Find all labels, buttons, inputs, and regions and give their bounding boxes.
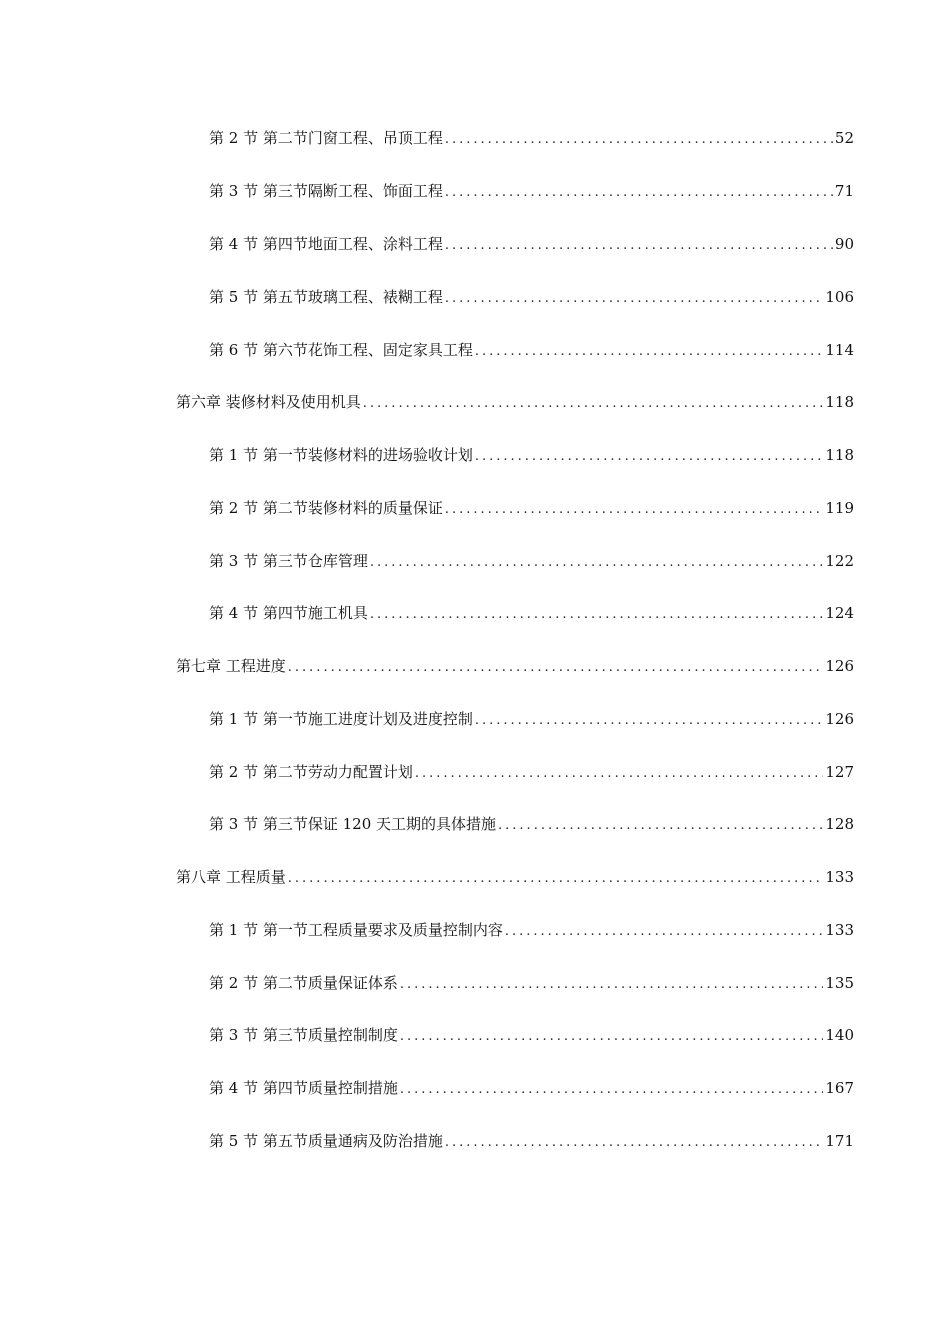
toc-entry-title: 第 5 节 第五节质量通病及防治措施	[209, 1132, 443, 1150]
toc-entry[interactable]	[209, 1023, 854, 1047]
toc-leader-dots	[288, 867, 824, 891]
toc-entry-page: 135	[825, 974, 854, 992]
toc-entry-page: 126	[825, 657, 854, 675]
toc-entry-title: 第 2 节 第二节门窗工程、吊顶工程	[209, 129, 443, 147]
toc-leader-dots	[415, 762, 824, 786]
toc-leader-dots	[445, 181, 833, 205]
toc-leader-dots	[498, 814, 823, 838]
toc-leader-dots	[370, 603, 824, 627]
toc-entry-title: 第 6 节 第六节花饰工程、固定家具工程	[209, 341, 473, 359]
toc-entry-title: 第六章 装修材料及使用机具	[176, 393, 361, 411]
toc-leader-dots	[400, 1078, 824, 1102]
toc-entry-title: 第 3 节 第三节质量控制制度	[209, 1026, 398, 1044]
toc-entry[interactable]	[209, 443, 854, 467]
toc-entry-title: 第 4 节 第四节地面工程、涂料工程	[209, 235, 443, 253]
toc-entry-page: 167	[825, 1079, 854, 1097]
toc-entry-title: 第 4 节 第四节质量控制措施	[209, 1079, 398, 1097]
toc-entry[interactable]	[209, 285, 854, 309]
toc-entry-page: 128	[825, 815, 854, 833]
toc-entry-page: 126	[825, 710, 854, 728]
toc-entry[interactable]	[209, 1076, 854, 1100]
toc-entry-title: 第 1 节 第一节工程质量要求及质量控制内容	[209, 921, 503, 939]
toc-entry-page: 118	[825, 446, 854, 464]
toc-entry-title: 第 3 节 第三节保证 120 天工期的具体措施	[209, 815, 497, 833]
toc-entry-page: 90	[834, 235, 854, 253]
toc-entry[interactable]	[209, 1129, 854, 1153]
toc-leader-dots	[445, 1131, 824, 1155]
toc-leader-dots	[475, 445, 824, 469]
toc-entry-page: 71	[834, 182, 854, 200]
toc-entry[interactable]	[209, 496, 854, 520]
toc-entry[interactable]	[209, 760, 854, 784]
toc-entry-page: 119	[825, 499, 854, 517]
toc-leader-dots	[370, 551, 824, 575]
toc-chapter-entry[interactable]	[176, 390, 854, 414]
toc-entry-page: 122	[825, 552, 854, 570]
toc-leader-dots	[475, 709, 824, 733]
toc-entry[interactable]	[209, 707, 854, 731]
toc-chapter-entry[interactable]	[176, 654, 854, 678]
toc-leader-dots	[475, 340, 824, 364]
toc-entry-title: 第 2 节 第二节装修材料的质量保证	[209, 499, 443, 517]
toc-entry-title: 第八章 工程质量	[176, 868, 286, 886]
toc-entry-page: 133	[825, 921, 854, 939]
toc-entry-page: 127	[825, 763, 854, 781]
toc-leader-dots	[445, 498, 824, 522]
toc-entry-title: 第 3 节 第三节仓库管理	[209, 552, 368, 570]
toc-entry[interactable]	[209, 232, 854, 256]
toc-leader-dots	[505, 920, 824, 944]
toc-leader-dots	[400, 1025, 824, 1049]
toc-entry-title: 第 4 节 第四节施工机具	[209, 604, 368, 622]
toc-entry[interactable]	[209, 971, 854, 995]
toc-entry-title: 第 2 节 第二节质量保证体系	[209, 974, 398, 992]
toc-entry[interactable]	[209, 338, 854, 362]
toc-entry[interactable]	[209, 126, 854, 150]
toc-entry-title: 第 3 节 第三节隔断工程、饰面工程	[209, 182, 443, 200]
toc-leader-dots	[363, 392, 824, 416]
toc-entry[interactable]	[209, 179, 854, 203]
toc-entry-title: 第 2 节 第二节劳动力配置计划	[209, 763, 413, 781]
toc-leader-dots	[400, 973, 824, 997]
toc-entry[interactable]	[209, 549, 854, 573]
toc-leader-dots	[445, 128, 833, 152]
toc-leader-dots	[445, 234, 833, 258]
toc-entry-page: 114	[825, 341, 854, 359]
toc-entry-page: 171	[825, 1132, 854, 1150]
toc-leader-dots	[445, 287, 824, 311]
toc-entry-title: 第 1 节 第一节装修材料的进场验收计划	[209, 446, 473, 464]
toc-entry[interactable]	[209, 601, 854, 625]
toc-entry[interactable]	[209, 918, 854, 942]
toc-entry-title: 第七章 工程进度	[176, 657, 286, 675]
toc-entry[interactable]	[209, 812, 854, 836]
toc-entry-page: 140	[825, 1026, 854, 1044]
toc-chapter-entry[interactable]	[176, 865, 854, 889]
toc-entry-title: 第 1 节 第一节施工进度计划及进度控制	[209, 710, 473, 728]
toc-entry-page: 106	[825, 288, 854, 306]
toc-entry-page: 133	[825, 868, 854, 886]
toc-entry-page: 118	[825, 393, 854, 411]
toc-entry-page: 52	[834, 129, 854, 147]
toc-entry-title: 第 5 节 第五节玻璃工程、裱糊工程	[209, 288, 443, 306]
toc-entry-page: 124	[825, 604, 854, 622]
toc-leader-dots	[288, 656, 824, 680]
